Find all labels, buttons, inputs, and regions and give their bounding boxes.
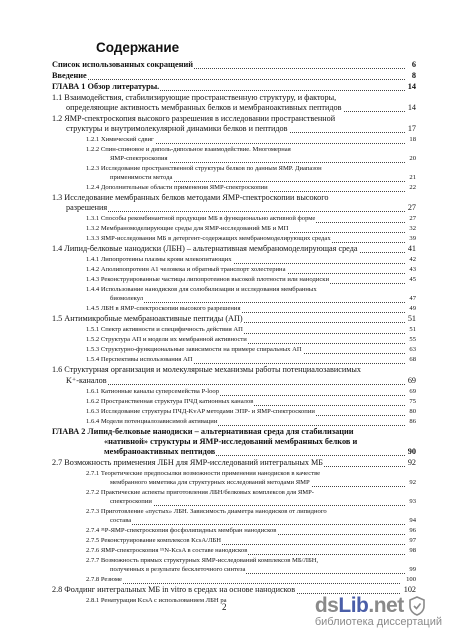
toc-entry-page: 102 [403, 585, 416, 594]
toc-entry-page: 80 [409, 408, 416, 415]
toc-entry [0, 437, 450, 447]
toc-entry-title: полученных в результате бесклеточного синтеза [110, 566, 246, 573]
toc-leader-dots [52, 79, 405, 80]
toc-entry [0, 265, 450, 275]
toc-entry-page: 100 [406, 576, 416, 583]
toc-entry [0, 93, 450, 103]
shield-icon [408, 596, 426, 616]
toc-entry-page: 14 [407, 103, 416, 112]
toc-entry-page: 21 [409, 174, 416, 181]
toc-entry [0, 355, 450, 365]
toc-entry-title: 1.4.3 Реконструированные частицы липопротеинов высокой плотности или нанодиски [86, 276, 329, 283]
toc-entry-title: K⁺-каналов [66, 376, 107, 385]
toc-entry [0, 325, 450, 335]
page-number: 2 [222, 602, 227, 612]
toc-entry-title: 1.3 Исследование мембранных белков методами ЯМР-спектроскопии высокого [52, 193, 329, 202]
toc-entry [0, 124, 450, 134]
toc-entry [0, 565, 450, 575]
toc-entry [0, 173, 450, 183]
toc-entry-title: 1.3.1 Способы рекомбинантной продукции МБ в функционально активной форме [86, 215, 316, 222]
toc-entry-page: 93 [409, 498, 416, 505]
watermark [315, 594, 442, 628]
toc-entry-title: 1.2.1 Химический сдвиг [86, 136, 154, 143]
toc-entry-title: 1.3.3 ЯМР-исследования МБ в детергент-содержащих мембраномоделирующих средах [86, 235, 331, 242]
toc-entry-page: 51 [409, 326, 416, 333]
toc-entry-title: 2.7.5 Реконструирование комплексов KcsA/ЛБН [86, 537, 221, 544]
toc-entry-title: Список использованных сокращений [52, 60, 194, 69]
toc-entry-title: 2.7.6 ЯМР-спектроскопия ¹⁵N-KcsA в составе нанодисков [86, 547, 248, 554]
toc-entry-page: 49 [409, 305, 416, 312]
toc-entry-page: 63 [409, 346, 416, 353]
toc-entry-title: 1.5.1 Спектр активности и специфичность действия АП [86, 326, 243, 333]
toc-entry-page: 94 [409, 517, 416, 524]
toc-entry [0, 497, 450, 507]
toc-entry [0, 427, 450, 437]
toc-entry-page: 90 [407, 447, 416, 456]
toc-entry-page: 97 [409, 537, 416, 544]
toc-entry [0, 376, 450, 386]
toc-entry [0, 458, 450, 468]
toc-entry-title: 2.7.1 Теоретические предпосылки возможности применения нанодисков в качестве [86, 470, 321, 477]
toc-entry-title: 2.7.8 Резюме [86, 576, 122, 583]
toc-entry-page: 22 [409, 184, 416, 191]
toc-entry [0, 114, 450, 124]
toc-entry-page: 32 [409, 225, 416, 232]
toc-entry-page: 8 [411, 71, 416, 80]
toc-entry [0, 387, 450, 397]
toc-entry-title: 2.7.4 ³¹P-ЯМР-спектроскопия фосфолипидных мембран нанодисков [86, 527, 277, 534]
toc-entry-title: 1.5 Антимикробные мембраноактивные пептиды (АП) [52, 314, 243, 323]
toc-entry [0, 365, 450, 375]
toc-entry-page: 75 [409, 398, 416, 405]
toc-entry [0, 536, 450, 546]
toc-entry-title: Введение [52, 71, 87, 80]
toc-entry [0, 417, 450, 427]
toc-entry-title: 1.4.4 Использование нанодисков для солюбилизации и исследования мембранных [86, 286, 317, 293]
toc-leader-dots [110, 524, 405, 525]
toc-entry-title: 1.6.2 Пространственная структура ПЧД катионных каналов [86, 398, 254, 405]
toc-entry-title: 1.4.2 Аполипопротеин A1 человека и обратный транспорт холестерина [86, 266, 286, 273]
toc-entry [0, 214, 450, 224]
toc-entry-page: 43 [409, 266, 416, 273]
toc-entry [0, 135, 450, 145]
toc-entry-page: 14 [407, 82, 416, 91]
toc-entry-title: 1.6.4 Модели потенциалозависимой активации [86, 418, 218, 425]
toc-entry-title: 2.8.1 Ренатурация KcsA с использованием ЛБН pa [86, 597, 227, 604]
toc-entry-title: 1.2.2 Спин-спиновое и диполь-дипольное взаимодействие. Многомерная [86, 146, 291, 153]
toc-entry-title: 1.6.1 Катионные каналы суперсемейства P-loop [86, 388, 220, 395]
toc-entry-title: 1.2.4 Дополнительные области применения ЯМР-спектроскопии [86, 184, 268, 191]
toc-entry-page: 92 [407, 458, 416, 467]
toc-entry-page: 39 [409, 235, 416, 242]
toc-entry-page: 92 [409, 479, 416, 486]
toc-entry-title: мембранного миметика для структурных исследований методами ЯМР [110, 479, 310, 486]
toc-entry [0, 294, 450, 304]
toc-entry [0, 60, 450, 70]
toc-entry-page: 69 [407, 376, 416, 385]
toc-entry-title: 1.4 Липид-белковые нанодиски (ЛБН) – альтернативная мембраномоделирующая среда [52, 244, 358, 253]
toc-entry [0, 516, 450, 526]
toc-entry-title: ЯМР-спектроскопия [110, 155, 168, 162]
toc-entry-page: 20 [409, 155, 416, 162]
toc-entry-title: мембраноактивных пептидов [104, 447, 216, 456]
toc-entry [0, 526, 450, 536]
toc-entry-title: состава [110, 517, 132, 524]
toc-entry [0, 407, 450, 417]
toc-entry-title: 1.4.5 ЛБН в ЯМР-спектроскопии высокого разрешения [86, 305, 241, 312]
toc-entry-page: 86 [409, 418, 416, 425]
toc-entry-title: структуры и внутримолекулярной динамики белков и пептидов [66, 124, 288, 133]
toc-entry-title: 1.6 Структурная организация и молекулярные механизмы работы потенциалозависимых [52, 365, 362, 374]
toc-entry-title: 1.5.4 Перспективы использования АП [86, 356, 193, 363]
toc-entry-title: разрешения [66, 203, 108, 212]
toc-entry-page: 45 [409, 276, 416, 283]
toc-entry-title: «нативной» структуры и ЯМР-исследований мембранных белков и [104, 437, 358, 446]
toc-entry [0, 546, 450, 556]
toc-leader-dots [66, 211, 405, 212]
toc-entry [0, 255, 450, 265]
toc-entry-title: 1.6.3 Исследование структуры ПЧД-KvAP методами ЭПР- и ЯМР-спектроскопии [86, 408, 315, 415]
toc-entry [0, 575, 450, 585]
toc-entry [0, 275, 450, 285]
toc-entry [0, 304, 450, 314]
toc-entry-page: 27 [409, 215, 416, 222]
toc-leader-dots [110, 505, 405, 506]
toc-entry [0, 71, 450, 81]
toc-entry [0, 183, 450, 193]
toc-entry-title: 2.7.3 Приготовление «пустых» ЛБН. Зависимость диаметра нанодисков от липидного [86, 508, 327, 515]
toc-entry-page: 68 [409, 356, 416, 363]
toc-entry [0, 103, 450, 113]
toc-entry-page: 17 [407, 124, 416, 133]
toc-entry [0, 397, 450, 407]
toc-entry-page: 55 [409, 336, 416, 343]
toc-entry-title: биомолекул [110, 295, 144, 302]
toc-entry-page: 47 [409, 295, 416, 302]
toc-leader-dots [66, 384, 405, 385]
toc-entry-title: 2.7.2 Практические аспекты приготовления ЛБН/белковых комплексов для ЯМР- [86, 489, 314, 496]
toc-entry-title: 2.7 Возможность применения ЛБН для ЯМР-исследований интегральных МБ [52, 458, 323, 467]
toc-entry-title: 1.3.2 Мембраномоделирующие среды для ЯМР-исследований МБ и МП [86, 225, 289, 232]
toc-entry [0, 234, 450, 244]
toc-entry-title: 1.2.3 Исследование пространственной структуры белков по данным ЯМР. Диапазон [86, 165, 322, 172]
toc-entry [0, 335, 450, 345]
toc-entry [0, 478, 450, 488]
toc-entry-title: ГЛАВА 2 Липид-белковые нанодиски – альтернативная среда для стабилизации [52, 427, 354, 436]
toc-leader-dots [110, 302, 405, 303]
toc-entry-title: 1.4.1 Липопротеины плазмы крови млекопитающих [86, 256, 232, 263]
page-title: Содержание [96, 40, 180, 55]
toc-entry [0, 224, 450, 234]
toc-entry [0, 244, 450, 254]
toc-entry [0, 447, 450, 457]
toc-entry-title: 1.1 Взаимодействия, стабилизирующие пространственную структуру, и факторы, [52, 93, 337, 102]
toc-entry-title: спектроскопии [110, 498, 152, 505]
watermark-logo: dsLib.net [314, 594, 404, 617]
toc-entry-title: 1.5.2 Структура АП и модели их мембранной активности [86, 336, 247, 343]
toc-entry [0, 345, 450, 355]
toc-entry-page: 6 [411, 60, 416, 69]
toc-entry-page: 42 [409, 256, 416, 263]
toc-entry-page: 69 [409, 388, 416, 395]
toc-entry-title: 2.7.7 Возможность прямых структурных ЯМР-исследований комплексов МБ/ЛБН, [86, 557, 319, 564]
toc-entry-page: 98 [409, 547, 416, 554]
toc-entry-page: 51 [407, 314, 416, 323]
toc-entry [0, 82, 450, 92]
toc-entry [0, 203, 450, 213]
toc-entry [0, 314, 450, 324]
toc-entry [0, 154, 450, 164]
toc-leader-dots [86, 583, 400, 584]
toc-entry-title: 1.2 ЯМР-спектроскопия высокого разрешения в исследовании пространственной [52, 114, 336, 123]
toc-entry-page: 96 [409, 527, 416, 534]
toc-entry-page: 99 [409, 566, 416, 573]
toc-entry-title: 2.8 Фолдинг интегральных МБ in vitro в средах на основе нанодисков [52, 585, 296, 594]
toc-entry-title: ГЛАВА 1 Обзор литературы. [52, 82, 160, 91]
toc-entry-page: 27 [407, 203, 416, 212]
watermark-subtitle: библиотека диссертаций [314, 616, 442, 628]
toc-entry-title: определяющие активность мембранных белков и мембраноактивных пептидов [66, 103, 342, 112]
toc-entry-page: 41 [407, 244, 416, 253]
toc-entry [0, 193, 450, 203]
toc-entry-page: 18 [409, 136, 416, 143]
toc-entry-title: 1.5.3 Структурно-функциональные зависимости на примере спиральных АП [86, 346, 302, 353]
toc-entry-title: применимости метода [110, 174, 173, 181]
